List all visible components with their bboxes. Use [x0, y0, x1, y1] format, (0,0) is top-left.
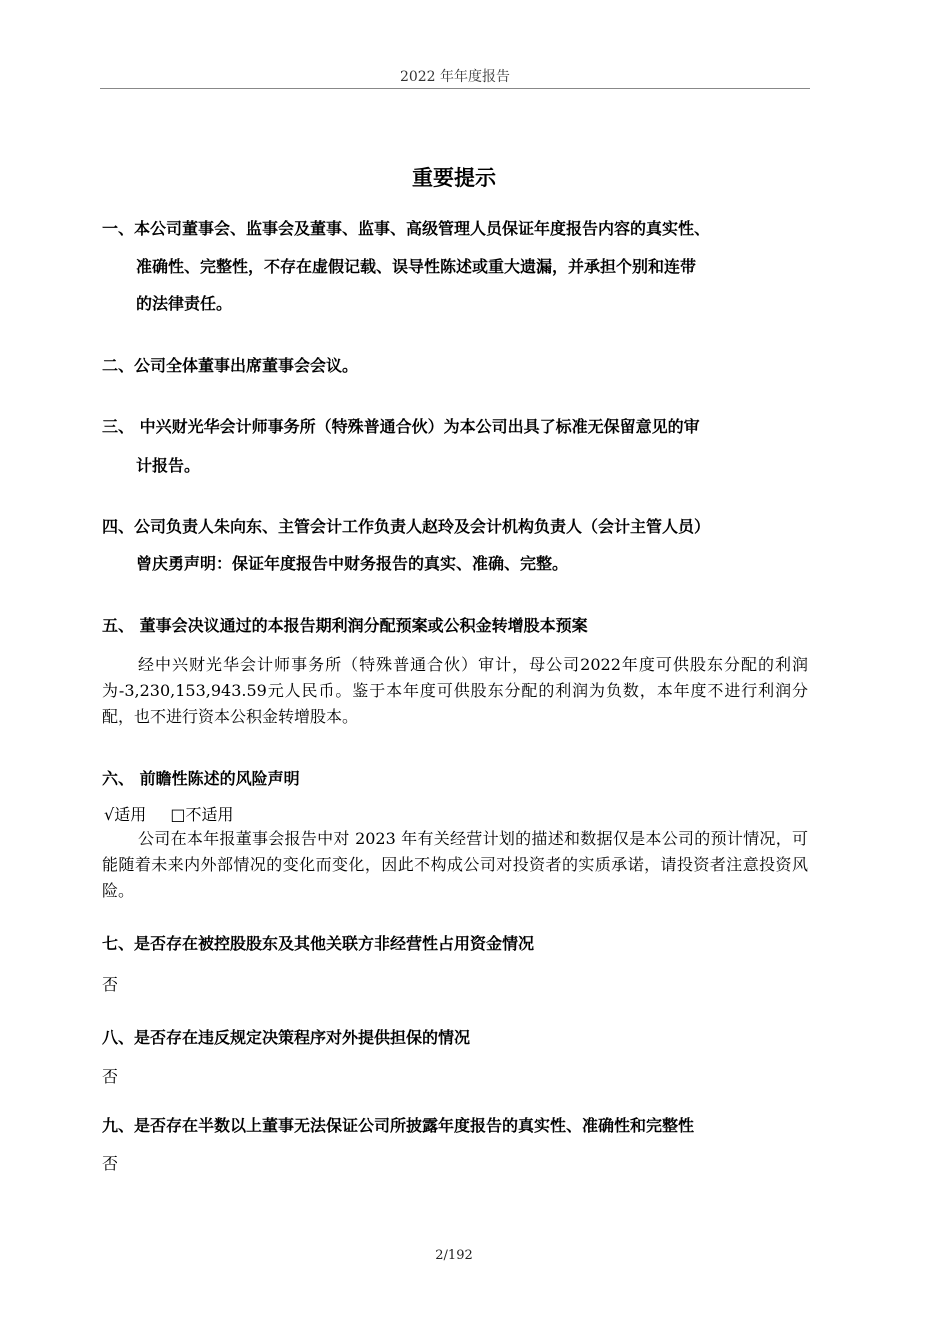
- item-7-answer: 否: [102, 975, 119, 994]
- item-1-line-1: 一、本公司董事会、监事会及董事、监事、高级管理人员保证年度报告内容的真实性、: [102, 219, 711, 238]
- item-1-line-3: 的法律责任。: [136, 294, 233, 313]
- item-7-heading: 七、是否存在被控股股东及其他关联方非经营性占用资金情况: [102, 934, 535, 953]
- item-4-line-2: 曾庆勇声明：保证年度报告中财务报告的真实、准确、完整。: [136, 554, 569, 573]
- item-8-answer: 否: [102, 1067, 119, 1086]
- item-4-line-1: 四、公司负责人朱向东、主管会计工作负责人赵玲及会计机构负责人（会计主管人员）: [102, 517, 711, 536]
- item-6-body: 公司在本年报董事会报告中对 2023 年有关经营计划的描述和数据仅是本公司的预计情况，可能随着未来内外部情况的变化而变化，因此不构成公司对投资者的实质承诺，请投资者注意投资风险。: [102, 829, 808, 900]
- report-header: 2022 年年度报告: [399, 69, 511, 85]
- header-divider: [100, 88, 810, 89]
- item-5-body: 经中兴财光华会计师事务所（特殊普通合伙）审计，母公司2022年度可供股东分配的利润为-3,230,153,943.59元人民币。鉴于本年度可供股东分配的利润为负数，本年度不进行利润分配，也不进行资本公积金转增股本。: [102, 655, 808, 726]
- page-title: 重要提示: [412, 166, 496, 190]
- applicable-checked-label: √适用: [104, 805, 147, 824]
- item-6-heading: 六、 前瞻性陈述的风险声明: [102, 769, 300, 788]
- item-2-line-1: 二、公司全体董事出席董事会会议。: [102, 356, 359, 375]
- applicable-checkbox: [104, 802, 234, 825]
- item-5-heading: 五、 董事会决议通过的本报告期利润分配预案或公积金转增股本预案: [102, 616, 588, 635]
- item-3-line-2: 计报告。: [136, 456, 201, 475]
- page-number: 2/192: [435, 1248, 473, 1263]
- item-1-line-2: 准确性、完整性，不存在虚假记载、误导性陈述或重大遗漏，并承担个别和连带: [136, 257, 697, 276]
- item-8-heading: 八、是否存在违反规定决策程序对外提供担保的情况: [102, 1028, 471, 1047]
- item-9-heading: 九、是否存在半数以上董事无法保证公司所披露年度报告的真实性、准确性和完整性: [102, 1116, 695, 1135]
- item-9-answer: 否: [102, 1154, 119, 1173]
- item-3-line-1: 三、 中兴财光华会计师事务所（特殊普通合伙）为本公司出具了标准无保留意见的审: [102, 417, 700, 436]
- not-applicable-label: □不适用: [170, 805, 234, 824]
